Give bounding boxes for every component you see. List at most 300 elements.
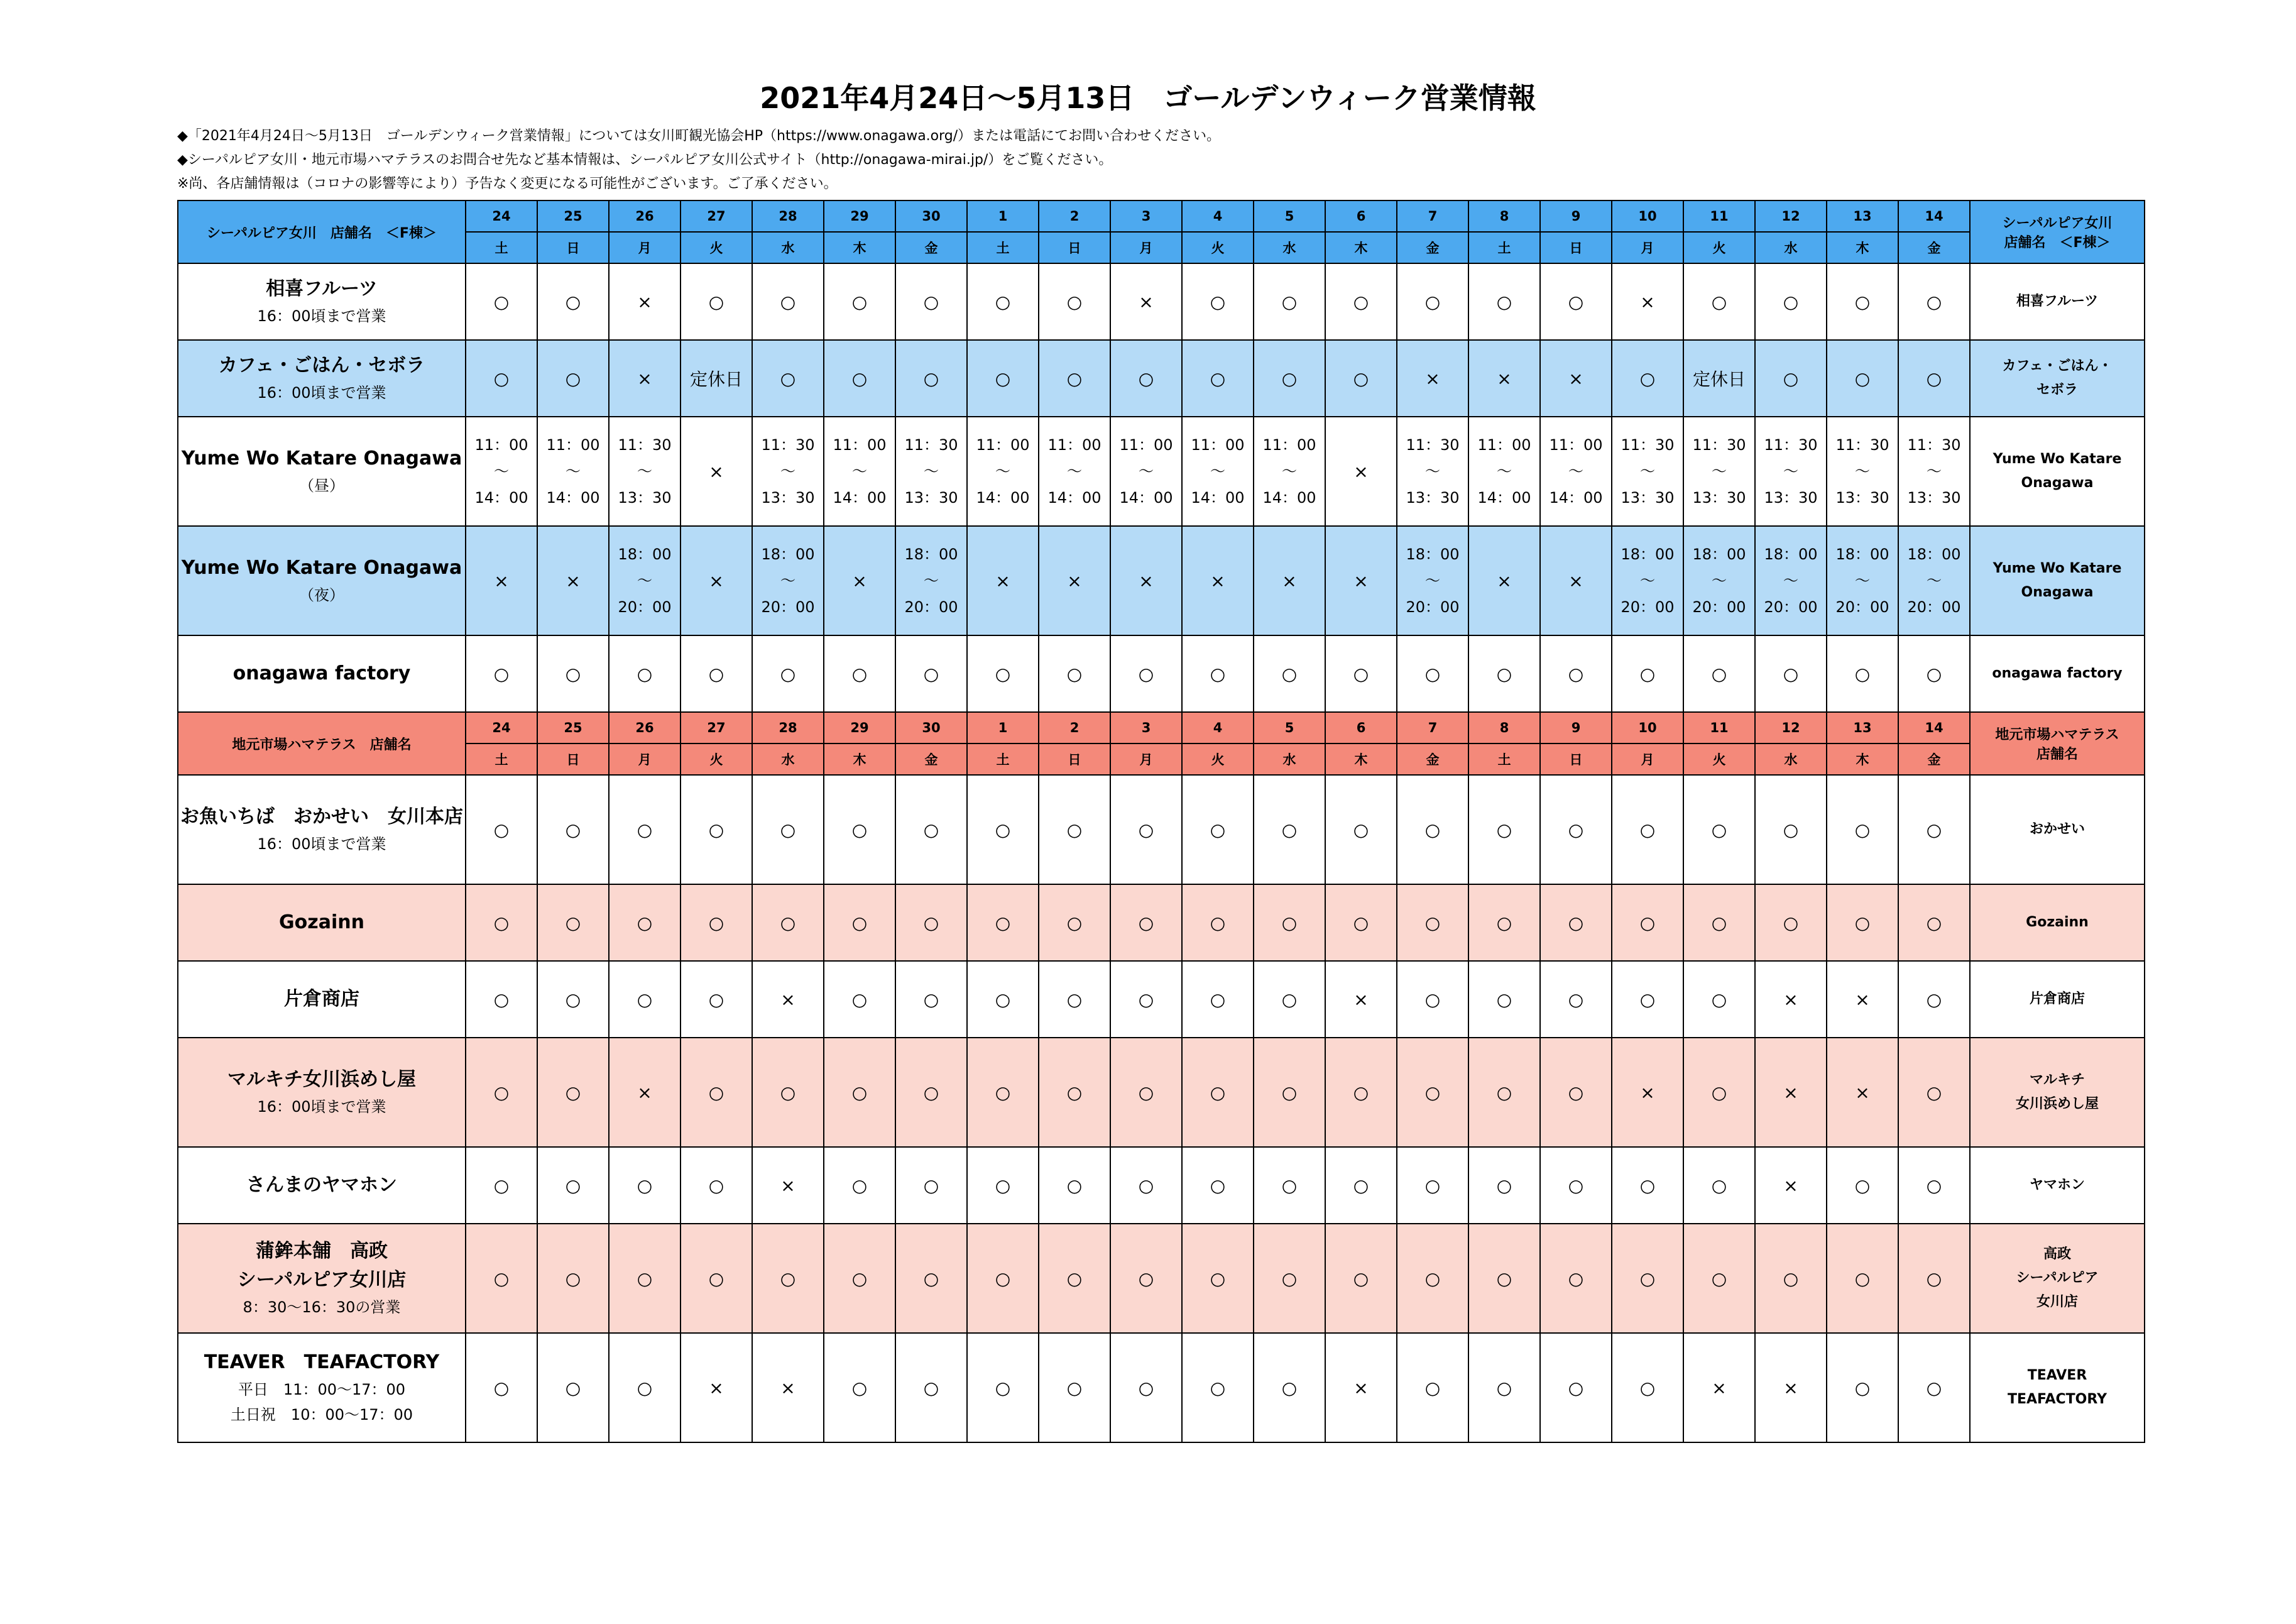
day-number: 2 [1039, 712, 1110, 743]
status-cell: ○ [1397, 1224, 1468, 1333]
status-cell: × [681, 417, 752, 526]
status-cell: ○ [1683, 775, 1755, 884]
status-cell: ○ [1540, 1147, 1612, 1224]
weekday-label: 木 [824, 232, 895, 263]
section-header-store-name: 地元市場ハマテラス 店舗名 [178, 712, 466, 775]
status-cell: × [681, 1333, 752, 1442]
weekday-label: 木 [1325, 232, 1397, 263]
weekday-label: 金 [1898, 743, 1970, 775]
status-cell: ○ [1612, 884, 1683, 961]
page-title: 2021年4月24日〜5月13日 ゴールデンウィーク営業情報 [760, 81, 1536, 115]
status-cell: ○ [1898, 1038, 1970, 1147]
status-cell: × [1325, 1333, 1397, 1442]
status-cell: ○ [537, 961, 609, 1038]
status-cell: ○ [1683, 884, 1755, 961]
store-row [178, 635, 2145, 712]
status-cell: 18：00 〜 20：00 [895, 526, 967, 635]
status-cell: ○ [967, 1333, 1039, 1442]
status-cell: ○ [609, 1147, 681, 1224]
status-cell: × [752, 1333, 824, 1442]
day-number: 8 [1468, 712, 1540, 743]
day-number: 3 [1110, 200, 1182, 232]
store-hours-note: 平日 11：00〜17：00 土日祝 10：00〜17：00 [230, 1381, 413, 1424]
status-cell: ○ [1468, 775, 1540, 884]
status-cell: ○ [752, 635, 824, 712]
status-cell: ○ [1325, 340, 1397, 417]
status-cell: × [1039, 526, 1110, 635]
status-cell: ○ [1468, 1147, 1540, 1224]
status-cell: × [609, 263, 681, 340]
weekday-label: 月 [1612, 232, 1683, 263]
status-cell: ○ [967, 961, 1039, 1038]
day-number: 9 [1540, 712, 1612, 743]
section-header-days [178, 200, 2145, 232]
status-cell: × [1254, 526, 1325, 635]
status-cell: ○ [609, 1224, 681, 1333]
weekday-label: 水 [1254, 232, 1325, 263]
store-name [178, 1224, 466, 1333]
status-cell: ○ [1182, 1038, 1254, 1147]
day-number: 3 [1110, 712, 1182, 743]
status-cell: ○ [1325, 635, 1397, 712]
section-header-weekdays [178, 743, 2145, 775]
status-cell: × [1468, 340, 1540, 417]
status-cell: ○ [1182, 635, 1254, 712]
day-number: 25 [537, 200, 609, 232]
status-cell: ○ [1898, 775, 1970, 884]
status-cell: × [1755, 1038, 1827, 1147]
status-cell: ○ [1254, 1147, 1325, 1224]
weekday-label: 金 [895, 743, 967, 775]
weekday-label: 火 [1683, 743, 1755, 775]
weekday-label: 日 [537, 743, 609, 775]
status-cell: ○ [1898, 263, 1970, 340]
status-cell: ○ [1254, 961, 1325, 1038]
status-cell: ○ [681, 884, 752, 961]
status-cell: ○ [967, 1038, 1039, 1147]
status-cell: ○ [1540, 961, 1612, 1038]
store-hours-note: 16：00頃まで営業 [257, 1098, 386, 1116]
status-cell: 11：00 〜 14：00 [1254, 417, 1325, 526]
status-cell: 18：00 〜 20：00 [1898, 526, 1970, 635]
status-cell: ○ [1540, 263, 1612, 340]
status-cell: × [1468, 526, 1540, 635]
day-number: 29 [824, 200, 895, 232]
store-name [178, 884, 466, 961]
status-cell: ○ [1110, 961, 1182, 1038]
status-cell: ○ [1110, 1038, 1182, 1147]
store-name-right: Yume Wo Katare Onagawa [1970, 417, 2145, 526]
weekday-label: 水 [1755, 232, 1827, 263]
store-name [178, 1333, 466, 1442]
status-cell: ○ [1898, 340, 1970, 417]
store-name-text: さんまのヤマホン [246, 1174, 397, 1196]
store-row [178, 263, 2145, 340]
status-cell: ○ [1827, 1333, 1898, 1442]
status-cell: 18：00 〜 20：00 [1755, 526, 1827, 635]
store-name-text: 片倉商店 [284, 988, 359, 1010]
day-number: 10 [1612, 712, 1683, 743]
status-cell: ○ [1755, 635, 1827, 712]
status-cell: ○ [752, 340, 824, 417]
status-cell: ○ [1468, 635, 1540, 712]
status-cell: ○ [1039, 1224, 1110, 1333]
status-cell: ○ [1683, 635, 1755, 712]
status-cell: ○ [1182, 1333, 1254, 1442]
weekday-label: 日 [1540, 743, 1612, 775]
status-cell: ○ [681, 635, 752, 712]
status-cell: ○ [1254, 340, 1325, 417]
status-cell: ○ [1039, 635, 1110, 712]
weekday-label: 火 [1182, 743, 1254, 775]
day-number: 28 [752, 200, 824, 232]
status-cell: ○ [895, 1038, 967, 1147]
store-name-text: Gozainn [279, 911, 364, 933]
status-cell: ○ [1898, 635, 1970, 712]
status-cell: × [1110, 526, 1182, 635]
status-cell: ○ [895, 1147, 967, 1224]
day-number: 30 [895, 200, 967, 232]
status-cell: × [1110, 263, 1182, 340]
notes-list [177, 124, 1220, 196]
status-cell: ○ [1468, 884, 1540, 961]
status-cell: ○ [1612, 635, 1683, 712]
status-cell: × [1182, 526, 1254, 635]
status-cell: ○ [1397, 1147, 1468, 1224]
status-cell: ○ [537, 1333, 609, 1442]
status-cell: 11：00 〜 14：00 [1039, 417, 1110, 526]
status-cell: ○ [466, 1333, 537, 1442]
weekday-label: 火 [1683, 232, 1755, 263]
note-line: ※尚、各店舗情報は（コロナの影響等により）予告なく変更になる可能性がございます。ご了承ください。 [177, 176, 838, 192]
status-cell: ○ [1039, 884, 1110, 961]
store-name [178, 417, 466, 526]
store-name-text: 蒲鉾本舗 高政 シーパルピア女川店 [237, 1240, 407, 1291]
weekday-label: 木 [1827, 743, 1898, 775]
status-cell: × [1827, 961, 1898, 1038]
status-cell: × [1325, 526, 1397, 635]
store-name-right: onagawa factory [1970, 635, 2145, 712]
store-name [178, 635, 466, 712]
status-cell: ○ [895, 263, 967, 340]
status-cell: ○ [1827, 1224, 1898, 1333]
weekday-label: 木 [824, 743, 895, 775]
status-cell: ○ [537, 1224, 609, 1333]
day-number: 12 [1755, 712, 1827, 743]
status-cell: × [967, 526, 1039, 635]
status-cell: 18：00 〜 20：00 [1683, 526, 1755, 635]
status-cell: ○ [1683, 1147, 1755, 1224]
status-cell: 18：00 〜 20：00 [1397, 526, 1468, 635]
status-cell: ○ [752, 884, 824, 961]
status-cell: ○ [895, 340, 967, 417]
status-cell: ○ [752, 1038, 824, 1147]
day-number: 30 [895, 712, 967, 743]
status-cell: ○ [609, 1333, 681, 1442]
status-cell: ○ [1397, 1333, 1468, 1442]
store-row [178, 526, 2145, 635]
weekday-label: 火 [681, 743, 752, 775]
status-cell: ○ [1612, 961, 1683, 1038]
status-cell: ○ [1827, 1147, 1898, 1224]
status-cell: ○ [1468, 1333, 1540, 1442]
store-row [178, 340, 2145, 417]
status-cell: ○ [895, 635, 967, 712]
status-cell: ○ [681, 1224, 752, 1333]
weekday-label: 水 [752, 743, 824, 775]
status-cell: ○ [895, 1224, 967, 1333]
status-cell: × [1397, 340, 1468, 417]
status-cell: 18：00 〜 20：00 [609, 526, 681, 635]
day-number: 28 [752, 712, 824, 743]
day-number: 1 [967, 200, 1039, 232]
status-cell: ○ [1110, 1147, 1182, 1224]
status-cell: 18：00 〜 20：00 [752, 526, 824, 635]
status-cell: 11：30 〜 13：30 [1683, 417, 1755, 526]
day-number: 12 [1755, 200, 1827, 232]
weekday-label: 日 [1039, 743, 1110, 775]
status-cell: 11：30 〜 13：30 [895, 417, 967, 526]
status-cell: 11：00 〜 14：00 [1110, 417, 1182, 526]
status-cell: ○ [824, 1147, 895, 1224]
status-cell: × [1540, 340, 1612, 417]
store-row [178, 884, 2145, 961]
status-cell: ○ [824, 884, 895, 961]
store-name-right: 相喜フルーツ [1970, 263, 2145, 340]
weekday-label: 土 [967, 743, 1039, 775]
status-cell: ○ [1827, 775, 1898, 884]
status-cell: ○ [967, 635, 1039, 712]
store-hours-note: （夜） [299, 586, 344, 604]
store-name [178, 961, 466, 1038]
status-cell: ○ [1325, 1147, 1397, 1224]
status-cell: ○ [1325, 884, 1397, 961]
status-cell: ○ [1254, 1333, 1325, 1442]
weekday-label: 木 [1827, 232, 1898, 263]
status-cell: ○ [824, 1333, 895, 1442]
status-cell: ○ [466, 775, 537, 884]
store-name-right: ヤマホン [1970, 1147, 2145, 1224]
weekday-label: 月 [1612, 743, 1683, 775]
status-cell: × [1612, 1038, 1683, 1147]
status-cell: ○ [681, 263, 752, 340]
status-cell: × [752, 1147, 824, 1224]
status-cell: ○ [1254, 1038, 1325, 1147]
status-cell: 定休日 [1683, 340, 1755, 417]
weekday-label: 金 [1397, 232, 1468, 263]
status-cell: 18：00 〜 20：00 [1827, 526, 1898, 635]
weekday-label: 水 [1755, 743, 1827, 775]
status-cell: ○ [466, 1224, 537, 1333]
section-header-store-name: シーパルピア女川 店舗名 ＜F棟＞ [178, 200, 466, 263]
status-cell: ○ [752, 1224, 824, 1333]
status-cell: 11：30 〜 13：30 [609, 417, 681, 526]
status-cell: ○ [967, 1147, 1039, 1224]
day-number: 10 [1612, 200, 1683, 232]
day-number: 14 [1898, 200, 1970, 232]
status-cell: ○ [1468, 1224, 1540, 1333]
status-cell: 11：00 〜 14：00 [466, 417, 537, 526]
store-name-text: onagawa factory [232, 662, 411, 684]
status-cell: ○ [1827, 340, 1898, 417]
status-cell: ○ [1110, 1224, 1182, 1333]
status-cell: 11：30 〜 13：30 [752, 417, 824, 526]
status-cell: ○ [1540, 775, 1612, 884]
section-header-days [178, 712, 2145, 743]
day-number: 13 [1827, 712, 1898, 743]
store-row [178, 417, 2145, 526]
weekday-label: 土 [967, 232, 1039, 263]
status-cell: × [609, 340, 681, 417]
status-cell: × [1325, 417, 1397, 526]
weekday-label: 木 [1325, 743, 1397, 775]
day-number: 6 [1325, 712, 1397, 743]
business-hours-table [177, 200, 2145, 1443]
status-cell: ○ [681, 961, 752, 1038]
store-row [178, 1224, 2145, 1333]
status-cell: × [1755, 1333, 1827, 1442]
day-number: 24 [466, 200, 537, 232]
store-name [178, 1038, 466, 1147]
day-number: 4 [1182, 200, 1254, 232]
day-number: 9 [1540, 200, 1612, 232]
status-cell: ○ [1254, 263, 1325, 340]
status-cell: 11：00 〜 14：00 [1540, 417, 1612, 526]
store-hours-note: 8：30〜16：30の営業 [243, 1298, 401, 1316]
status-cell: ○ [1755, 263, 1827, 340]
day-number: 25 [537, 712, 609, 743]
status-cell: ○ [824, 340, 895, 417]
status-cell: ○ [537, 884, 609, 961]
status-cell: ○ [466, 1147, 537, 1224]
day-number: 29 [824, 712, 895, 743]
status-cell: ○ [537, 263, 609, 340]
weekday-label: 金 [895, 232, 967, 263]
weekday-label: 火 [681, 232, 752, 263]
status-cell: ○ [1612, 1147, 1683, 1224]
store-name-text: Yume Wo Katare Onagawa [181, 557, 462, 579]
status-cell: ○ [466, 263, 537, 340]
status-cell: ○ [1540, 884, 1612, 961]
status-cell: ○ [609, 635, 681, 712]
status-cell: ○ [967, 775, 1039, 884]
store-name [178, 1147, 466, 1224]
status-cell: ○ [967, 263, 1039, 340]
weekday-label: 月 [1110, 232, 1182, 263]
day-number: 5 [1254, 200, 1325, 232]
status-cell: 11：00 〜 14：00 [967, 417, 1039, 526]
status-cell: ○ [1110, 340, 1182, 417]
status-cell: ○ [967, 884, 1039, 961]
status-cell: ○ [1755, 1224, 1827, 1333]
weekday-label: 水 [752, 232, 824, 263]
status-cell: × [1755, 961, 1827, 1038]
status-cell: × [1540, 526, 1612, 635]
status-cell: ○ [752, 775, 824, 884]
status-cell: ○ [1468, 1038, 1540, 1147]
status-cell: ○ [1540, 1224, 1612, 1333]
status-cell: × [681, 526, 752, 635]
status-cell: ○ [1540, 1333, 1612, 1442]
status-cell: 18：00 〜 20：00 [1612, 526, 1683, 635]
status-cell: ○ [1325, 1038, 1397, 1147]
status-cell: ○ [1540, 635, 1612, 712]
status-cell: ○ [1182, 961, 1254, 1038]
status-cell: ○ [1110, 1333, 1182, 1442]
status-cell: ○ [609, 775, 681, 884]
day-number: 1 [967, 712, 1039, 743]
note-line: ◆「2021年4月24日〜5月13日 ゴールデンウィーク営業情報」については女川町観光協会HP（https://www.onagawa.org/）または電話にてお問い合わせください。 [177, 128, 1221, 144]
status-cell: ○ [537, 1147, 609, 1224]
weekday-label: 日 [1540, 232, 1612, 263]
status-cell: ○ [1898, 961, 1970, 1038]
store-name-right: おかせい [1970, 775, 2145, 884]
status-cell: ○ [537, 775, 609, 884]
status-cell: ○ [1039, 263, 1110, 340]
status-cell: ○ [681, 775, 752, 884]
status-cell: × [1683, 1333, 1755, 1442]
weekday-label: 土 [1468, 743, 1540, 775]
store-name-text: 相喜フルーツ [266, 278, 378, 300]
store-row [178, 1038, 2145, 1147]
status-cell: ○ [466, 961, 537, 1038]
status-cell: ○ [1182, 884, 1254, 961]
status-cell: ○ [895, 884, 967, 961]
status-cell: ○ [1397, 263, 1468, 340]
status-cell: × [1827, 1038, 1898, 1147]
status-cell: ○ [895, 1333, 967, 1442]
status-cell: ○ [1397, 961, 1468, 1038]
store-hours-note: 16：00頃まで営業 [257, 835, 386, 853]
status-cell: ○ [466, 1038, 537, 1147]
weekday-label: 金 [1397, 743, 1468, 775]
status-cell: ○ [1468, 961, 1540, 1038]
day-number: 7 [1397, 712, 1468, 743]
status-cell: ○ [1039, 340, 1110, 417]
status-cell: 11：00 〜 14：00 [1468, 417, 1540, 526]
weekday-label: 日 [1039, 232, 1110, 263]
status-cell: ○ [466, 635, 537, 712]
status-cell: ○ [824, 635, 895, 712]
store-row [178, 775, 2145, 884]
store-row [178, 1147, 2145, 1224]
status-cell: ○ [1397, 884, 1468, 961]
status-cell: ○ [1110, 775, 1182, 884]
status-cell: × [1755, 1147, 1827, 1224]
status-cell: 11：30 〜 13：30 [1827, 417, 1898, 526]
weekday-label: 月 [1110, 743, 1182, 775]
status-cell: × [1612, 263, 1683, 340]
day-number: 7 [1397, 200, 1468, 232]
status-cell: ○ [466, 340, 537, 417]
status-cell: ○ [1755, 884, 1827, 961]
status-cell: ○ [1182, 1147, 1254, 1224]
status-cell: ○ [1325, 1224, 1397, 1333]
status-cell: ○ [537, 635, 609, 712]
status-cell: ○ [967, 340, 1039, 417]
status-cell: ○ [1827, 635, 1898, 712]
status-cell: ○ [824, 1224, 895, 1333]
store-name-text: お魚いちば おかせい 女川本店 [180, 806, 463, 828]
status-cell: × [537, 526, 609, 635]
status-cell: ○ [537, 1038, 609, 1147]
status-cell: ○ [1182, 263, 1254, 340]
store-name [178, 526, 466, 635]
status-cell: ○ [1039, 1038, 1110, 1147]
day-number: 6 [1325, 200, 1397, 232]
status-cell: 定休日 [681, 340, 752, 417]
status-cell: 11：00 〜 14：00 [824, 417, 895, 526]
